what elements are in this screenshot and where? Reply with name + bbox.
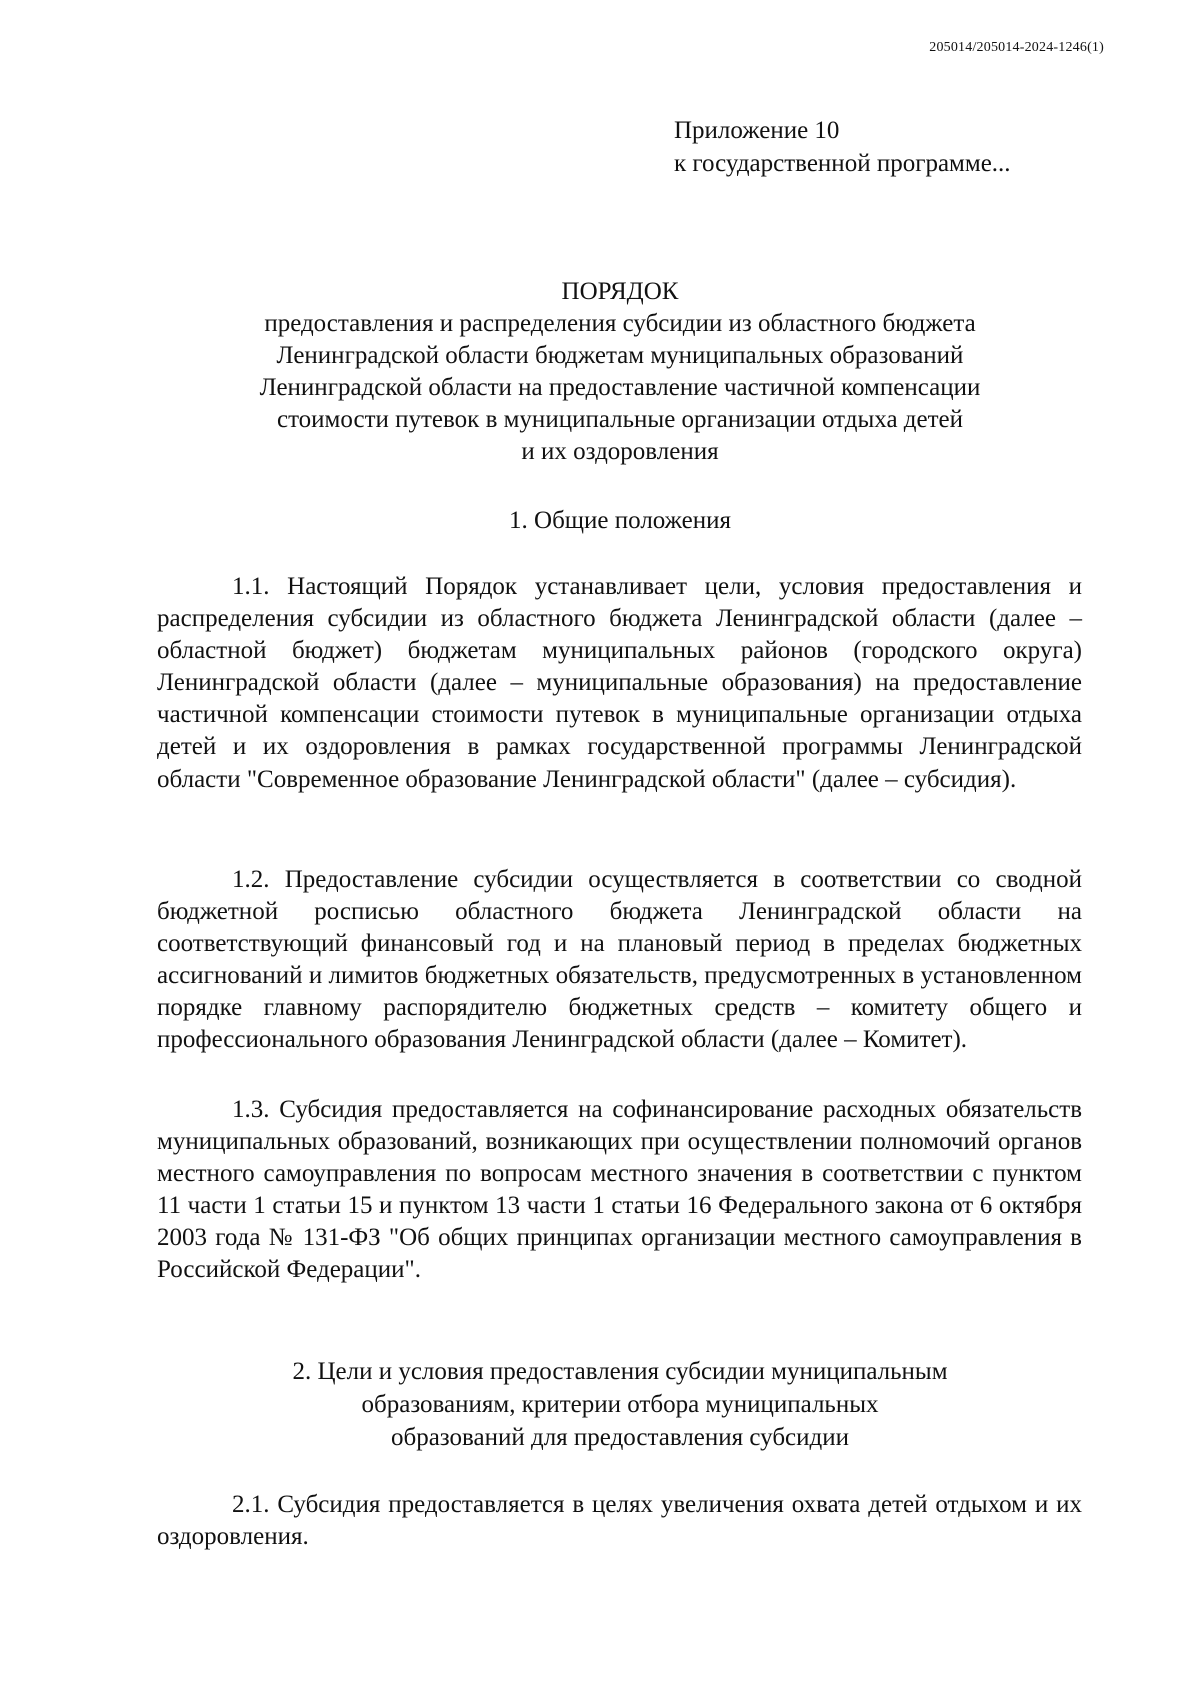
appendix-reference bbox=[674, 114, 1011, 180]
paragraph-1-1: 1.1. Настоящий Порядок устанавливает цели, условия предоставления и распределения субсидии из областного бюджета Ленинградской области (далее – областной бюджет) бюджетам муниципальных районов (городского округа) Ленинградской области (далее – муниципальные образования) на предоставление частичной компенсации стоимости путевок в муниципальные организации отдыха детей и их оздоровления в рамках государственной программы Ленинградской области "Современное образование Ленинградской области" (далее – субсидия). bbox=[157, 573, 1082, 793]
appendix-line-1: Приложение 10 bbox=[674, 117, 840, 144]
section-2-heading bbox=[150, 1355, 1090, 1454]
title-line: Ленинградской области на предоставление частичной компенсации bbox=[259, 374, 981, 401]
section-heading-line: образованиям, критерии отбора муниципальных bbox=[361, 1391, 879, 1418]
section-heading-line: образований для предоставления субсидии bbox=[390, 1424, 850, 1451]
title-line: и их оздоровления bbox=[521, 438, 719, 465]
title-heading: ПОРЯДОК bbox=[561, 278, 679, 305]
appendix-line-2: к государственной программе... bbox=[674, 150, 1011, 177]
document-number: 205014/205014-2024-1246(1) bbox=[929, 40, 1104, 55]
section-heading-line: 2. Цели и условия предоставления субсидии муниципальным bbox=[292, 1358, 948, 1385]
section-1-heading bbox=[150, 504, 1090, 537]
title-line: стоимости путевок в муниципальные организации отдыха детей bbox=[276, 406, 964, 433]
paragraph-1-3: 1.3. Субсидия предоставляется на софинансирование расходных обязательств муниципальных образований, возникающих при осуществлении полномочий органов местного самоуправления по вопросам местного значения в соответствии с пунктом 11 части 1 статьи 15 и пунктом 13 части 1 статьи 16 Федерального закона от 6 октября 2003 года № 131-ФЗ "Об общих принципах организации местного самоуправления в Российской Федерации". bbox=[157, 1096, 1082, 1284]
paragraph-1-2: 1.2. Предоставление субсидии осуществляется в соответствии со сводной бюджетной росписью областного бюджета Ленинградской области на соответствующий финансовый год и на плановый период в пределах бюджетных ассигнований и лимитов бюджетных обязательств, предусмотренных в установленном порядке главному распорядителю бюджетных средств – комитету общего и профессионального образования Ленинградской области (далее – Комитет). bbox=[157, 866, 1082, 1054]
document-title bbox=[150, 276, 1090, 468]
title-line: предоставления и распределения субсидии из областного бюджета bbox=[264, 310, 976, 337]
section-heading-line: 1. Общие положения bbox=[509, 507, 731, 534]
title-line: Ленинградской области бюджетам муниципальных образований bbox=[276, 342, 964, 369]
paragraph-2-1: 2.1. Субсидия предоставляется в целях увеличения охвата детей отдыхом и их оздоровления. bbox=[157, 1491, 1082, 1551]
